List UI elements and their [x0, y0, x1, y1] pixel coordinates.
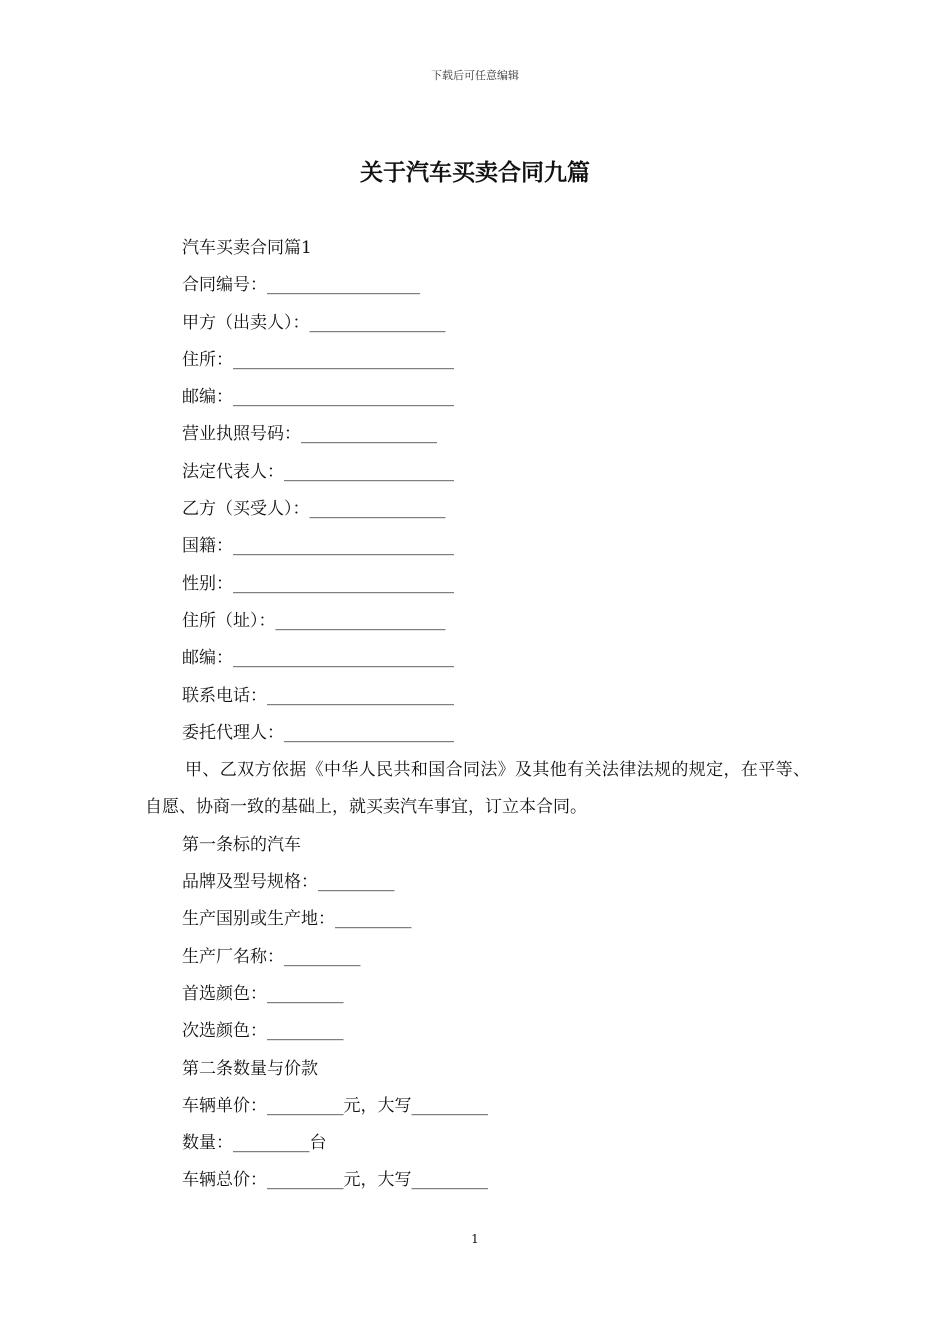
gender-field: 性别：__________________________ [182, 573, 454, 594]
page-number: 1 [471, 1232, 479, 1246]
party-a-postcode-field: 邮编：__________________________ [182, 387, 454, 408]
contract-number-field: 合同编号：__________________ [182, 275, 420, 296]
document-title: 关于汽车买卖合同九篇 [360, 160, 590, 186]
party-b-postcode-field: 邮编：__________________________ [182, 648, 454, 669]
manufacturer-field: 生产厂名称：_________ [182, 946, 361, 967]
origin-field: 生产国别或生产地：_________ [182, 909, 412, 930]
agent-field: 委托代理人：____________________ [182, 722, 454, 743]
document-body [145, 230, 810, 1200]
article-2-title: 第二条数量与价款 [182, 1058, 318, 1079]
intro-paragraph: 甲、乙双方依据《中华人民共和国合同法》及其他有关法律法规的规定，在平等、自愿、协商一致的基础上，就买卖汽车事宜，订立本合同。 [145, 760, 810, 818]
party-b-address-field: 住所（址）：____________________ [182, 610, 446, 631]
total-price-field: 车辆总价：_________元，大写_________ [182, 1170, 488, 1191]
phone-field: 联系电话：______________________ [182, 685, 454, 706]
section-title: 汽车买卖合同篇1 [182, 238, 312, 258]
unit-price-field: 车辆单价：_________元，大写_________ [182, 1095, 488, 1116]
second-color-field: 次选颜色：_________ [182, 1021, 344, 1042]
party-a-address-field: 住所：__________________________ [182, 349, 454, 370]
first-color-field: 首选颜色：_________ [182, 983, 344, 1004]
business-license-field: 营业执照号码：________________ [182, 424, 437, 445]
quantity-field: 数量：_________台 [182, 1133, 327, 1154]
party-a-seller-field: 甲方（出卖人）：________________ [182, 312, 446, 333]
header-note: 下载后可任意编辑 [431, 69, 519, 82]
legal-representative-field: 法定代表人：____________________ [182, 461, 454, 482]
nationality-field: 国籍：__________________________ [182, 536, 454, 557]
article-1-title: 第一条标的汽车 [182, 834, 301, 855]
party-b-buyer-field: 乙方（买受人）：________________ [182, 499, 446, 520]
brand-model-field: 品牌及型号规格：_________ [182, 872, 395, 893]
